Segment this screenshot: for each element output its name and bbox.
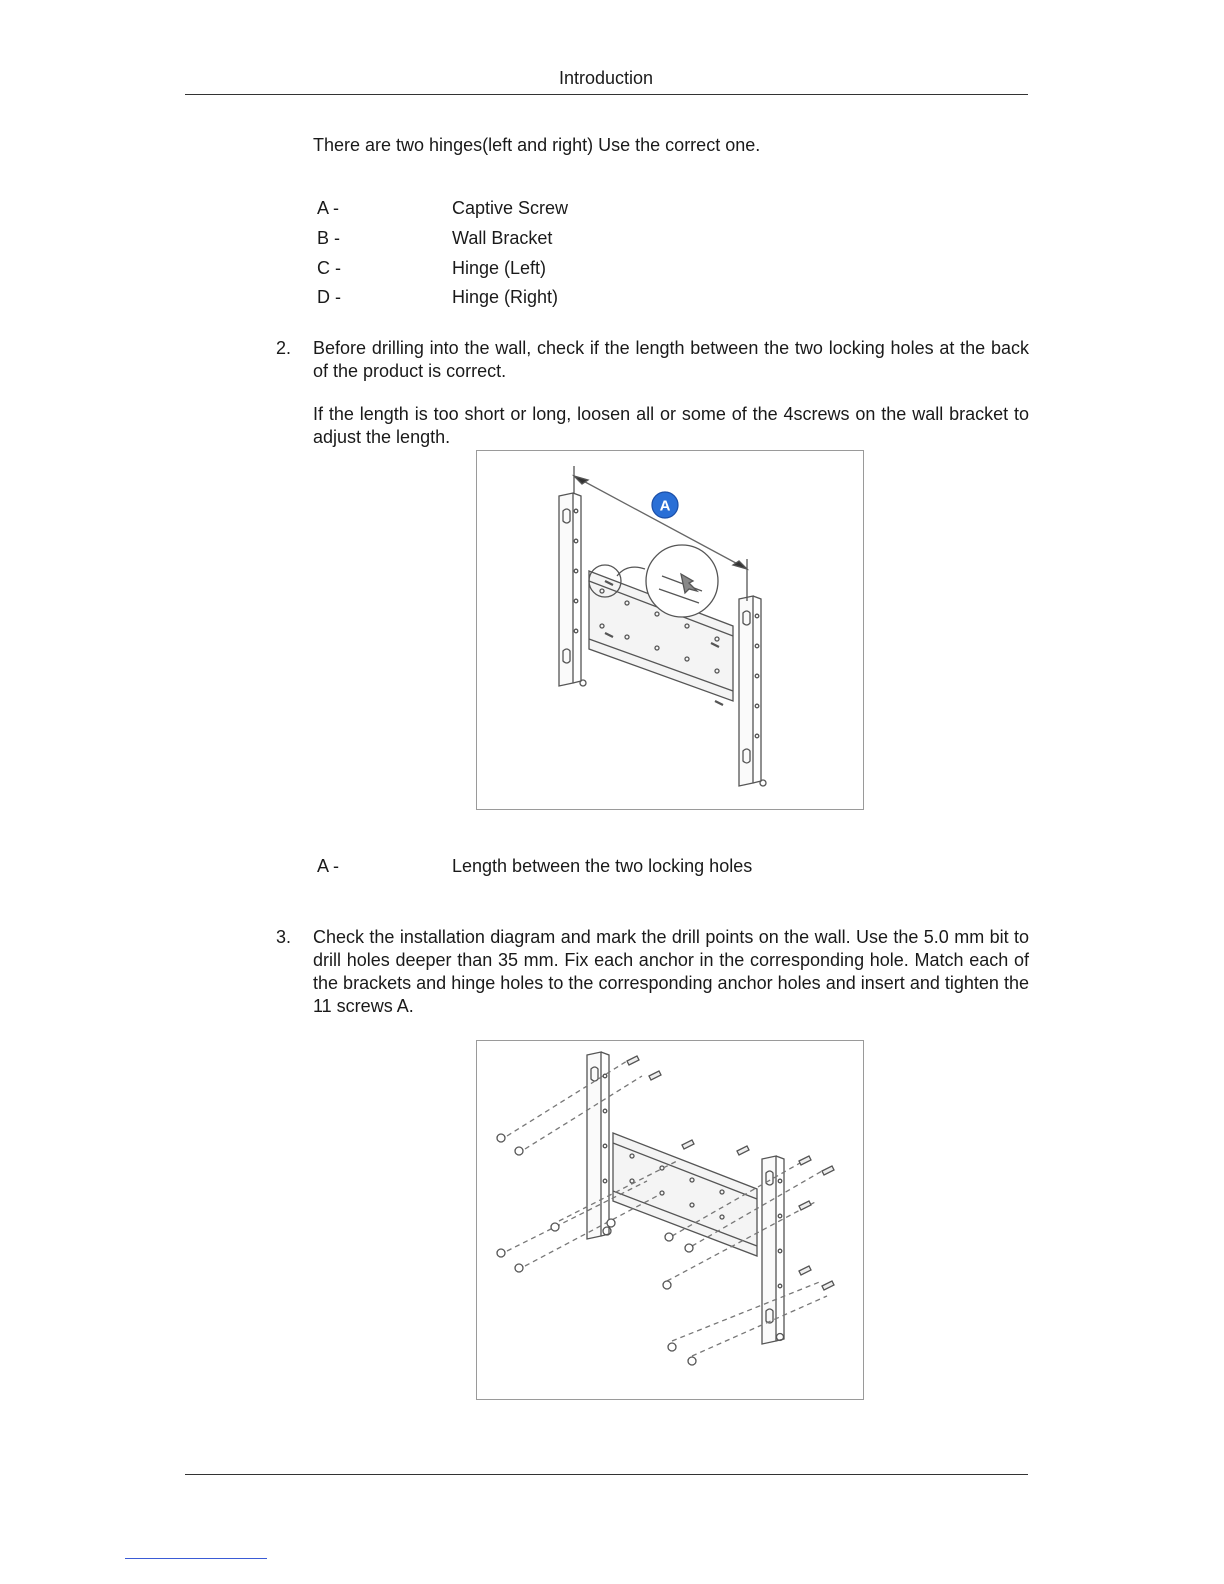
part-letter: B - [317,228,341,248]
figure-bracket-length [476,450,864,810]
step-2-text: Before drilling into the wall, check if the length between the two locking holes at the back of the product is correct. [313,338,1029,381]
figure-installation-diagram [476,1040,864,1400]
page-header-title: Introduction [558,68,654,88]
footer-link-underline [125,1558,267,1559]
installation-diagram [477,1041,863,1399]
header-rule [185,94,1028,95]
part-letter: D - [317,287,341,307]
part-label: Hinge (Left) [452,258,547,278]
legend-label: Length between the two locking holes [452,856,753,876]
part-letter: C - [317,258,341,278]
part-label: Hinge (Right) [452,287,559,307]
figure-marker-a: A [659,497,671,515]
bracket-length-diagram [477,451,863,809]
step-number: 3. [276,927,292,947]
legend-letter: A - [317,856,340,876]
intro-text: There are two hinges(left and right) Use the correct one. [313,135,761,155]
step-3-text: Check the installation diagram and mark the drill points on the wall. Use the 5.0 mm bit to drill holes deeper than 35 mm. Fix each anchor in the corresponding hole. Match each of the brackets and hinge holes to the corresponding anchor holes and insert and tighten the 11 screws A. [313,927,1029,1016]
part-letter: A - [317,198,340,218]
part-label: Wall Bracket [452,228,553,248]
step-number: 2. [276,338,292,358]
footer-rule [185,1474,1028,1475]
step-2-note: If the length is too short or long, loosen all or some of the 4screws on the wall bracket to adjust the length. [313,404,1029,447]
part-label: Captive Screw [452,198,569,218]
